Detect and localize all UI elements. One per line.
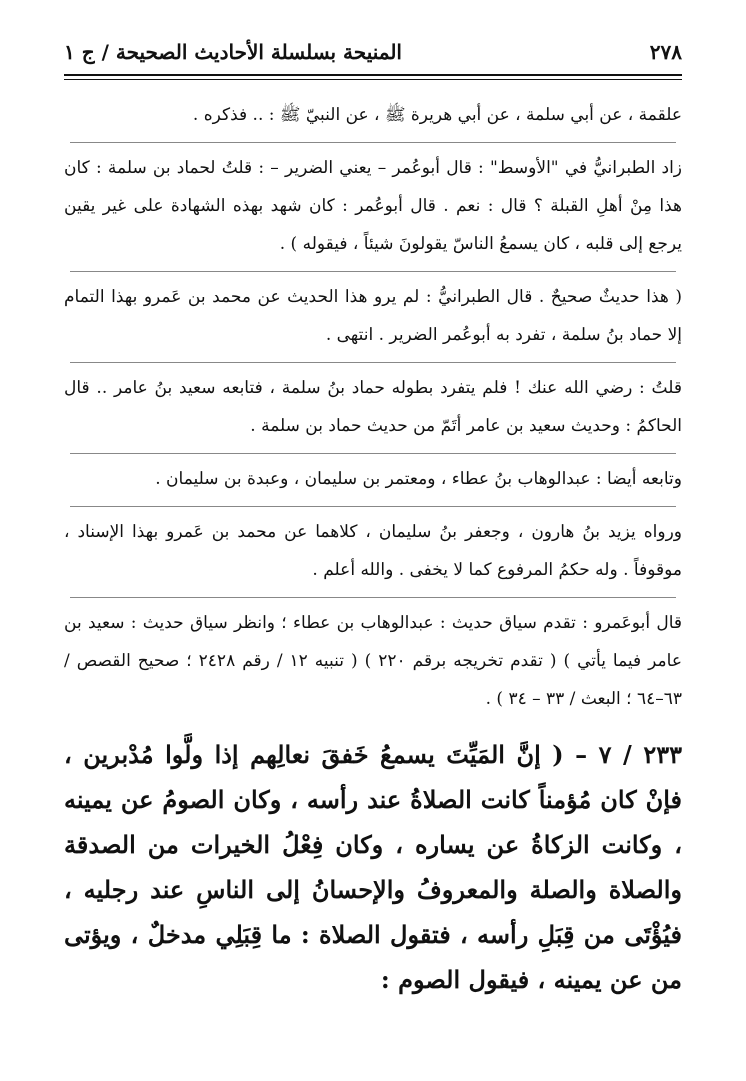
- paragraph-narration: ورواه يزيد بنُ هارون ، وجعفر بنُ سليمان ، كلاهما عن محمد بن عَمرو بهذا الإسناد ، موقوفاً . وله حكمُ المرفوع كما لا يخفى . والله أعلم .: [64, 522, 682, 580]
- separator: [70, 453, 676, 454]
- paragraph-author-note: قلتُ : رضي الله عنك ! فلم يتفرد بطوله حماد بنُ سلمة ، فتابعه سعيد بنُ عامر .. قال الحاكمُ : وحديث سعيد بن عامر أتَمّ من حديث حماد بن سلمة .: [64, 378, 682, 436]
- page-number: ٢٧٨: [649, 40, 682, 64]
- header-rule: [64, 74, 682, 76]
- paragraph-followers: وتابعه أيضا : عبدالوهاب بنُ عطاء ، ومعتمر بن سليمان ، وعبدة بن سليمان .: [155, 469, 682, 489]
- separator: [70, 142, 676, 143]
- paragraph-chain: علقمة ، عن أبي سلمة ، عن أبي هريرة ﷺ ، عن النبيّ ﷺ : .. فذكره .: [192, 105, 682, 125]
- separator: [70, 271, 676, 272]
- separator: [70, 506, 676, 507]
- separator: [70, 597, 676, 598]
- separator: [70, 362, 676, 363]
- hadith-text: ٢٣٣ / ٧ – ( إنَّ المَيِّتَ يسمعُ خَفقَ نعالِهم إذا ولَّوا مُدْبرين ، فإنْ كان مُؤمناً كانت الصلاةُ عند رأسه ، وكان الصومُ عن يمينه ، وكانت الزكاةُ عن يساره ، وكان فِعْلُ الخيرات من الصدقة والصلاة والصلة والمعروفُ والإحسانُ إلى الناسِ عند رجليه ، فيُؤْتَى من قِبَلِ رأسه ، فتقول الصلاة : ما قِبَلِي مدخلٌ ، ويؤتى من عن يمينه ، فيقول الصوم :: [64, 740, 682, 994]
- page-header: [64, 30, 682, 74]
- paragraph-references: قال أبوعَمرو : تقدم سياق حديث : عبدالوهاب بن عطاء ؛ وانظر سياق حديث : سعيد بن عامر فيما يأتي ) ( تقدم تخريجه برقم ٢٢٠ ) ( تنبيه ١٢ / رقم ٢٤٢٨ ؛ صحيح القصص / ٦٣–٦٤ ؛ البعث / ٣٣ – ٣٤ ) .: [64, 613, 682, 709]
- book-title: المنيحة بسلسلة الأحاديث الصحيحة / ج ١: [64, 40, 402, 64]
- header-rule-thin: [64, 79, 682, 80]
- paragraph-grading: ( هذا حديثٌ صحيحٌ . قال الطبرانيُّ : لم يرو هذا الحديث عن محمد بن عَمرو بهذا التمام إلا حماد بنُ سلمة ، تفرد به أبوعُمر الضرير . انتهى .: [64, 287, 682, 345]
- page-body: [64, 96, 682, 1026]
- paragraph-tabarani-addition: زاد الطبرانيُّ في "الأوسط" : قال أبوعُمر – يعني الضرير – : قلتُ لحماد بن سلمة : كان هذا مِنْ أهلِ القبلة ؟ قال : نعم . قال أبوعُمر : كان شهد بهذه الشهادة على غير يقين يرجع إلى قلبه ، كان يسمعُ الناسّ يقولونَ شيئاً ، فيقوله ) .: [64, 158, 682, 254]
